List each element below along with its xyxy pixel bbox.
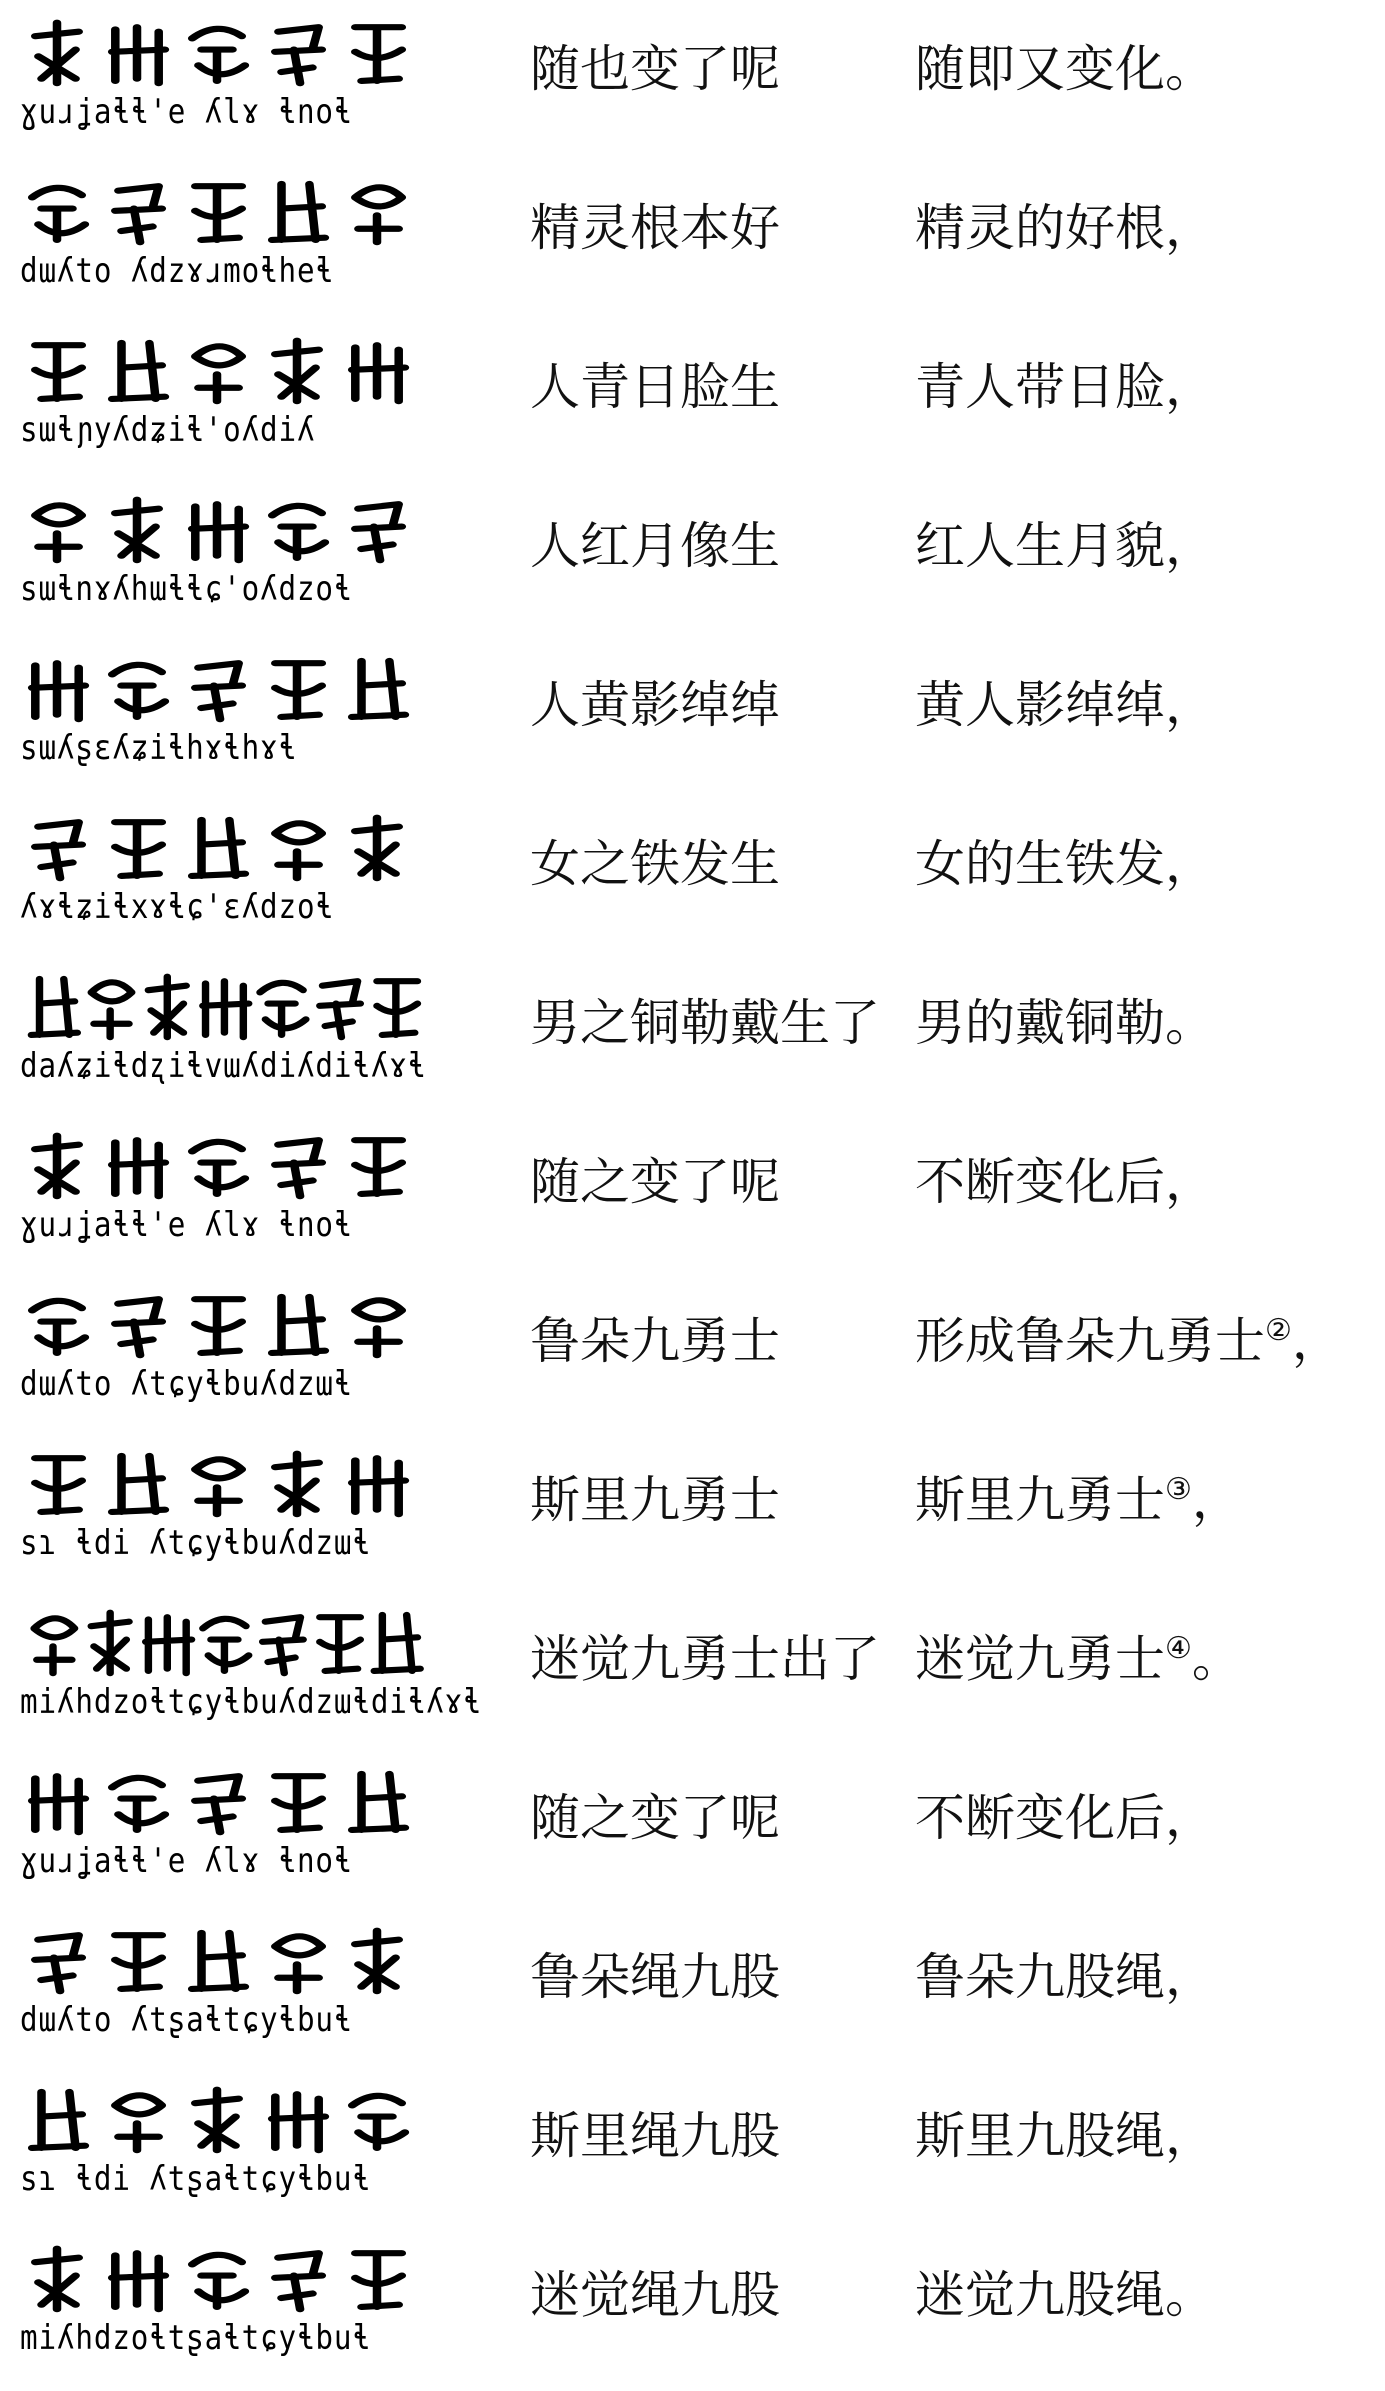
yi-glyph: [355, 818, 398, 878]
yi-glyph: [35, 822, 82, 878]
yi-glyph-stroke: [275, 1140, 322, 1196]
footnote-mark: ②: [1265, 1313, 1292, 1348]
yi-glyph-stroke: [32, 188, 85, 240]
yi-glyph: [195, 1459, 242, 1514]
yi-glyph: [195, 186, 242, 240]
phonetic-transcription: sɯɬɲyʎdʑiɬ'oʎdiʎ: [20, 410, 316, 450]
free-translation: [915, 352, 1375, 422]
yi-glyph-stroke: [112, 1456, 165, 1512]
yi-glyph-strip: [20, 2079, 440, 2157]
yi-glyph-stroke: [192, 504, 245, 560]
yi-glyph: [355, 2253, 402, 2307]
yi-glyph-stroke: [112, 343, 165, 399]
yi-glyph-strip: [20, 1920, 440, 1998]
free-translation-text: 迷觉九勇士: [915, 1630, 1165, 1688]
yi-glyph-stroke: [355, 1140, 402, 1194]
yi-glyph: [275, 341, 318, 401]
yi-glyph: [35, 23, 78, 83]
yi-glyph-stroke: [355, 1300, 402, 1355]
yi-glyph: [275, 663, 322, 717]
yi-glyph-stroke: [148, 977, 186, 1037]
free-translation: [915, 1306, 1375, 1376]
yi-glyph-strip: [20, 1602, 440, 1680]
phonetic-transcription: dɯʎto ʎtʂaɬtɕyɬbuɬ: [20, 2000, 353, 2040]
yi-glyph-stroke: [355, 818, 398, 878]
literal-translation: 人黄影绰绰: [530, 676, 780, 734]
free-translation-text: 不断变化后: [915, 1153, 1165, 1211]
yi-script-line: [20, 2079, 440, 2227]
yi-glyph-stroke: [192, 1142, 245, 1194]
literal-translation: 精灵根本好: [530, 199, 780, 257]
yi-glyph-stroke: [195, 186, 242, 240]
yi-glyph: [275, 1454, 318, 1514]
yi-glyph-stroke: [195, 1299, 242, 1353]
literal-translation: 斯里九勇士: [530, 1471, 780, 1529]
verse-row: [0, 801, 1385, 960]
yi-script-line: [20, 1284, 440, 1432]
end-punctuation: ，: [1165, 358, 1215, 416]
literal-translation: 迷觉九勇士出了: [530, 1630, 880, 1688]
yi-glyph: [272, 506, 325, 558]
phonetic-transcription: sɯʎʂɛʎʑiɬhɤɬhɤɬ: [20, 728, 297, 768]
yi-glyph: [195, 663, 242, 719]
yi-glyph-strip: [20, 1125, 440, 1203]
yi-glyph-stroke: [352, 2096, 405, 2148]
yi-glyph-stroke: [374, 1615, 420, 1671]
yi-glyph: [195, 346, 242, 401]
yi-glyph-stroke: [320, 1617, 361, 1671]
yi-glyph-stroke: [35, 345, 82, 399]
yi-glyphs-image: [20, 489, 440, 567]
yi-glyph-strip: [20, 171, 440, 249]
phonetic-transcription: sɯɬnɤʎhɯɬɬɕ'oʎdzoɬ: [20, 569, 353, 609]
yi-glyph: [195, 2090, 238, 2150]
yi-glyph-stroke: [275, 1454, 318, 1514]
yi-script-line: [20, 807, 440, 955]
yi-glyph-stroke: [355, 1931, 398, 1991]
yi-glyph-stroke: [192, 1933, 245, 1989]
yi-glyph: [352, 2096, 405, 2148]
yi-glyphs-image: [20, 807, 440, 885]
yi-glyph-strip: [20, 330, 440, 408]
yi-glyph-stroke: [91, 1613, 129, 1673]
yi-glyph-stroke: [146, 1617, 192, 1673]
yi-glyph-stroke: [195, 2090, 238, 2150]
verse-row: [0, 2232, 1385, 2391]
yi-glyph: [112, 2253, 165, 2309]
yi-glyph-stroke: [32, 663, 85, 719]
verse-row: [0, 2073, 1385, 2232]
yi-glyph-strip: [20, 648, 440, 726]
yi-glyph-stroke: [115, 2095, 162, 2150]
literal-translation: 男之铜勒戴生了: [530, 994, 880, 1052]
literal-translation: 女之铁发生: [530, 835, 780, 893]
verse-row: [0, 483, 1385, 642]
yi-glyph: [115, 500, 158, 560]
verse-row: [0, 6, 1385, 165]
end-punctuation: ，: [1165, 2107, 1215, 2165]
verse-row: [0, 165, 1385, 324]
yi-glyph-stroke: [32, 2092, 85, 2148]
literal-translation: 随也变了呢: [530, 40, 780, 98]
yi-script-line: [20, 12, 440, 160]
end-punctuation: 。: [1165, 994, 1215, 1052]
yi-glyph-stroke: [195, 1776, 242, 1832]
yi-glyph: [115, 1935, 162, 1989]
yi-glyph-stroke: [203, 981, 249, 1037]
yi-glyph-stroke: [377, 981, 418, 1035]
free-translation: [915, 1465, 1375, 1535]
free-translation-text: 迷觉九股绳: [915, 2266, 1165, 2324]
end-punctuation: 。: [1165, 2266, 1215, 2324]
yi-glyphs-image: [20, 1602, 440, 1680]
yi-glyph-stroke: [272, 1297, 325, 1353]
yi-glyphs-image: [20, 966, 440, 1044]
free-translation-text: 黄人影绰绰: [915, 676, 1165, 734]
end-punctuation: ，: [1165, 1948, 1215, 2006]
verse-row: [0, 1755, 1385, 1914]
yi-glyph-strip: [20, 489, 440, 567]
footnote-mark: ④: [1165, 1631, 1192, 1666]
yi-glyphs-image: [20, 330, 440, 408]
verse-row: [0, 324, 1385, 483]
free-translation: [915, 193, 1375, 263]
yi-glyph-stroke: [320, 981, 361, 1037]
yi-glyph-stroke: [203, 1619, 249, 1671]
yi-glyph: [374, 1615, 420, 1671]
yi-glyph-stroke: [352, 1774, 405, 1830]
free-translation: [915, 1783, 1375, 1853]
yi-glyph: [112, 27, 165, 83]
yi-glyph: [112, 1778, 165, 1830]
free-translation-text: 斯里九勇士: [915, 1471, 1165, 1529]
yi-glyph-stroke: [272, 506, 325, 558]
free-translation: [915, 2260, 1375, 2330]
yi-glyph-stroke: [35, 23, 78, 83]
yi-glyph-stroke: [272, 2094, 325, 2150]
yi-glyph-stroke: [35, 2249, 78, 2309]
yi-glyph: [32, 663, 85, 719]
yi-glyph-stroke: [115, 1299, 162, 1355]
end-punctuation: ，: [1165, 1153, 1215, 1211]
yi-glyph-stroke: [112, 665, 165, 717]
yi-script-line: [20, 1920, 440, 2068]
yi-glyph: [377, 981, 418, 1035]
free-translation: [915, 1624, 1375, 1694]
yi-glyph: [192, 820, 245, 876]
literal-translation: 鲁朵九勇士: [530, 1312, 780, 1370]
yi-glyph: [115, 822, 162, 876]
yi-glyph-stroke: [112, 1778, 165, 1830]
verse-row: [0, 1278, 1385, 1437]
yi-glyph-stroke: [115, 1935, 162, 1989]
yi-glyph: [192, 29, 245, 81]
phonetic-transcription: miʎhdzoɬtʂaɬtɕyɬbuɬ: [20, 2318, 371, 2358]
yi-glyph: [355, 187, 402, 242]
yi-script-line: [20, 1602, 482, 1750]
yi-glyph-strip: [20, 966, 440, 1044]
free-translation-text: 精灵的好根: [915, 199, 1165, 257]
yi-glyph: [35, 505, 82, 560]
yi-glyph: [320, 981, 361, 1037]
free-translation-text: 形成鲁朵九勇士: [915, 1312, 1265, 1370]
yi-glyph: [320, 1617, 361, 1671]
yi-glyph: [112, 665, 165, 717]
phonetic-transcription: ɣuɹʝaɬɬ'e ʎlɤ ɬnoɬ: [20, 1841, 353, 1881]
yi-glyph: [260, 983, 306, 1035]
yi-glyph: [275, 2253, 322, 2309]
yi-glyph: [272, 1297, 325, 1353]
yi-script-line: [20, 648, 440, 796]
yi-glyph: [192, 504, 245, 560]
free-translation-text: 男的戴铜勒: [915, 994, 1165, 1052]
yi-script-line: [20, 330, 440, 478]
yi-glyph-stroke: [35, 505, 82, 560]
phonetic-transcription: ɣuɹʝaɬɬ'e ʎlɤ ɬnoɬ: [20, 92, 353, 132]
yi-glyph: [35, 345, 82, 399]
yi-glyph: [35, 1458, 82, 1512]
yi-glyph: [91, 1613, 129, 1673]
end-punctuation: ，: [1191, 1471, 1242, 1529]
free-translation-text: 鲁朵九股绳: [915, 1948, 1165, 2006]
phonetic-transcription: sɿ ɬdi ʎtʂaɬtɕyɬbuɬ: [20, 2159, 371, 2199]
yi-glyphs-image: [20, 2238, 440, 2316]
yi-glyph-stroke: [35, 1136, 78, 1196]
yi-glyphs-image: [20, 171, 440, 249]
yi-glyph-stroke: [275, 823, 322, 878]
yi-glyph-strip: [20, 2238, 440, 2316]
verse-row: [0, 1437, 1385, 1596]
yi-glyph-stroke: [112, 2253, 165, 2309]
literal-translation: 斯里绳九股: [530, 2107, 780, 2165]
yi-glyph-strip: [20, 1284, 440, 1362]
yi-glyph: [148, 977, 186, 1037]
free-translation-text: 女的生铁发: [915, 835, 1165, 893]
free-translation: [915, 34, 1375, 104]
yi-glyph-stroke: [195, 1459, 242, 1514]
free-translation-text: 斯里九股绳: [915, 2107, 1165, 2165]
yi-glyph: [355, 1931, 398, 1991]
yi-glyph-stroke: [112, 1140, 165, 1196]
yi-script-line: [20, 171, 440, 319]
phonetic-transcription: miʎhdzoɬtɕyɬbuʎdzɯɬdiɬʎɤɬ: [20, 1682, 482, 1722]
yi-glyph: [355, 504, 402, 560]
yi-glyph-stroke: [192, 2255, 245, 2307]
yi-glyph: [192, 1142, 245, 1194]
free-translation: [915, 988, 1375, 1058]
yi-glyph-stroke: [355, 2253, 402, 2307]
yi-glyph: [146, 1617, 192, 1673]
yi-glyph: [352, 1458, 405, 1514]
yi-glyph: [32, 2092, 85, 2148]
end-punctuation: ，: [1165, 1789, 1215, 1847]
literal-translation: 随之变了呢: [530, 1153, 780, 1211]
yi-glyph: [272, 2094, 325, 2150]
yi-glyphs-image: [20, 1761, 440, 1839]
yi-glyph: [355, 27, 402, 81]
phonetic-transcription: sɿ ɬdi ʎtɕyɬbuʎdzɯɬ: [20, 1523, 371, 1563]
literal-translation: 迷觉绳九股: [530, 2266, 780, 2324]
literal-translation: 鲁朵绳九股: [530, 1948, 780, 2006]
yi-glyph-stroke: [35, 1458, 82, 1512]
yi-glyph: [112, 1140, 165, 1196]
yi-glyph-stroke: [263, 1617, 303, 1673]
yi-glyph: [275, 1140, 322, 1196]
end-punctuation: 。: [1191, 1630, 1242, 1688]
yi-glyph-stroke: [32, 1776, 85, 1832]
yi-script-line: [20, 2238, 440, 2386]
literal-translation: 人红月像生: [530, 517, 780, 575]
free-translation-text: 随即又变化: [915, 40, 1165, 98]
yi-script-line: [20, 1761, 440, 1909]
end-punctuation: ，: [1291, 1312, 1342, 1370]
free-translation-text: 不断变化后: [915, 1789, 1165, 1847]
free-translation: [915, 511, 1375, 581]
free-translation: [915, 670, 1375, 740]
yi-glyph-stroke: [115, 822, 162, 876]
yi-glyph-stroke: [275, 2253, 322, 2309]
yi-glyph-stroke: [352, 345, 405, 401]
yi-script-line: [20, 1443, 440, 1591]
phonetic-transcription: dɯʎto ʎtɕyɬbuʎdzɯɬ: [20, 1364, 353, 1404]
yi-glyph-stroke: [31, 979, 77, 1035]
end-punctuation: ，: [1165, 676, 1215, 734]
yi-glyph: [203, 1619, 249, 1671]
yi-glyph: [31, 979, 77, 1035]
yi-glyphs-image: [20, 1443, 440, 1521]
yi-glyph-stroke: [275, 663, 322, 717]
yi-glyph: [192, 2255, 245, 2307]
yi-glyph: [192, 1933, 245, 1989]
yi-glyph-stroke: [115, 500, 158, 560]
yi-glyph-stroke: [34, 1618, 75, 1673]
yi-glyph: [32, 188, 85, 240]
verse-row: [0, 1119, 1385, 1278]
yi-glyph: [355, 1140, 402, 1194]
yi-glyph-stroke: [195, 346, 242, 401]
yi-glyph-stroke: [32, 1301, 85, 1353]
end-punctuation: ，: [1165, 835, 1215, 893]
yi-glyph: [112, 343, 165, 399]
phonetic-transcription: ɣuɹʝaɬɬ'e ʎlɤ ɬnoɬ: [20, 1205, 353, 1245]
yi-glyph: [115, 2095, 162, 2150]
yi-glyph-stroke: [192, 820, 245, 876]
yi-glyph: [35, 2249, 78, 2309]
free-translation-text: 红人生月貌: [915, 517, 1165, 575]
yi-glyph-stroke: [355, 187, 402, 242]
yi-glyph-stroke: [355, 27, 402, 81]
yi-glyph: [32, 1776, 85, 1832]
end-punctuation: 。: [1165, 40, 1215, 98]
footnote-mark: ③: [1165, 1472, 1192, 1507]
yi-glyph: [275, 1776, 322, 1830]
free-translation: [915, 1942, 1375, 2012]
yi-glyph-stroke: [112, 27, 165, 83]
yi-glyph-stroke: [115, 186, 162, 242]
phonetic-transcription: dɯʎto ʎdzɤɹmoɬheɬ: [20, 251, 334, 291]
free-translation: [915, 1147, 1375, 1217]
yi-glyphs-image: [20, 1125, 440, 1203]
yi-glyph: [35, 1136, 78, 1196]
verse-row: [0, 1914, 1385, 2073]
yi-glyph: [275, 1936, 322, 1991]
yi-glyph: [35, 1935, 82, 1991]
yi-glyph-stroke: [195, 663, 242, 719]
yi-glyphs-image: [20, 12, 440, 90]
yi-glyph: [203, 981, 249, 1037]
yi-glyph-stroke: [275, 341, 318, 401]
yi-glyphs-image: [20, 1920, 440, 1998]
yi-glyph: [263, 1617, 303, 1673]
verse-row: [0, 642, 1385, 801]
phonetic-transcription: ʎɤɬʑiɬxɤɬɕ'ɛʎdzoɬ: [20, 887, 334, 927]
yi-glyphs-image: [20, 2079, 440, 2157]
yi-glyph-strip: [20, 1761, 440, 1839]
yi-glyph: [275, 27, 322, 83]
end-punctuation: ，: [1165, 517, 1215, 575]
yi-glyph-stroke: [91, 982, 132, 1037]
yi-glyph: [115, 186, 162, 242]
yi-glyph-stroke: [260, 983, 306, 1035]
yi-glyph: [195, 1776, 242, 1832]
yi-glyph: [32, 1301, 85, 1353]
yi-glyph: [91, 982, 132, 1037]
yi-script-line: [20, 966, 440, 1114]
yi-glyph-stroke: [35, 822, 82, 878]
yi-glyph-stroke: [275, 1776, 322, 1830]
yi-glyph: [352, 1774, 405, 1830]
yi-glyph-stroke: [355, 504, 402, 560]
yi-glyph-strip: [20, 807, 440, 885]
yi-glyph: [352, 345, 405, 401]
yi-glyphs-image: [20, 1284, 440, 1362]
yi-glyph-stroke: [352, 1458, 405, 1514]
yi-glyph-stroke: [275, 27, 322, 83]
yi-glyph: [275, 823, 322, 878]
yi-glyph: [115, 1299, 162, 1355]
free-translation-text: 青人带日脸: [915, 358, 1165, 416]
verse-row: [0, 1596, 1385, 1755]
yi-glyph: [112, 1456, 165, 1512]
phonetic-transcription: daʎʑiɬdʐiɬvɯʎdiʎdiɬʎɤɬ: [20, 1046, 427, 1086]
yi-glyph-stroke: [352, 661, 405, 717]
yi-glyph: [272, 184, 325, 240]
literal-translation: 人青日脸生: [530, 358, 780, 416]
free-translation: [915, 2101, 1375, 2171]
yi-script-line: [20, 1125, 440, 1273]
yi-glyph: [34, 1618, 75, 1673]
yi-glyph-strip: [20, 12, 440, 90]
verse-row: [0, 960, 1385, 1119]
literal-translation: 随之变了呢: [530, 1789, 780, 1847]
yi-glyph-stroke: [272, 184, 325, 240]
yi-glyph-strip: [20, 1443, 440, 1521]
yi-glyph-stroke: [275, 1936, 322, 1991]
yi-glyph: [355, 1300, 402, 1355]
yi-glyph-stroke: [35, 1935, 82, 1991]
yi-script-line: [20, 489, 440, 637]
yi-glyph: [195, 1299, 242, 1353]
free-translation: [915, 829, 1375, 899]
yi-glyphs-image: [20, 648, 440, 726]
yi-glyph-stroke: [192, 29, 245, 81]
end-punctuation: ，: [1165, 199, 1215, 257]
yi-glyph: [352, 661, 405, 717]
